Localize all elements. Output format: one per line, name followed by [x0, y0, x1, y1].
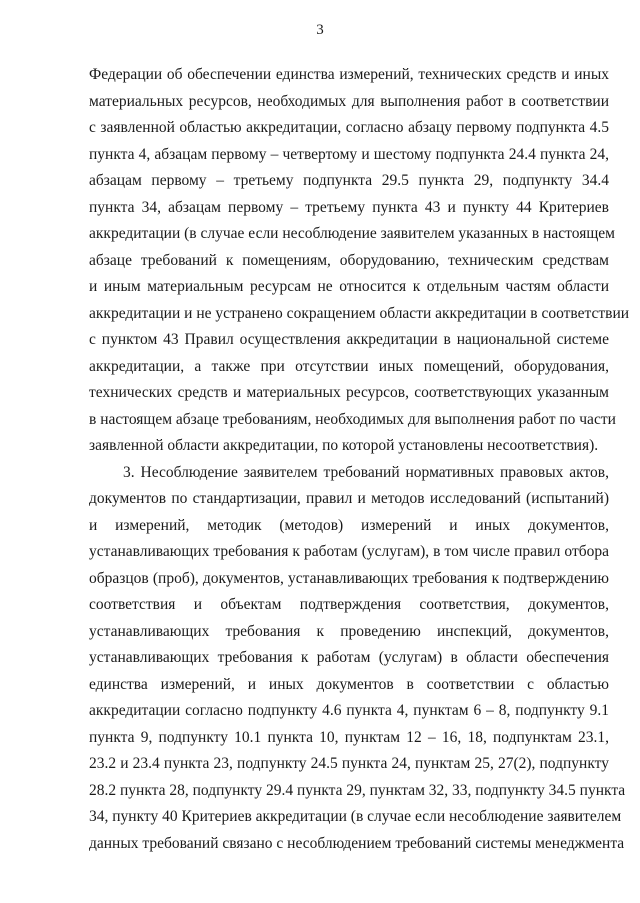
text-line: соответствия и объектам подтверждения соответствия, документов, — [89, 596, 609, 613]
text-line: документов по стандартизации, правил и методов исследований (испытаний) — [89, 490, 609, 507]
text-line-paragraph-end: заявленной области аккредитации, по которой установлены несоответствия). — [89, 437, 599, 454]
text-line: данных требований связано с несоблюдением требований системы менеджмента — [89, 834, 625, 852]
text-line: образцов (проб), документов, устанавливающих требования к подтверждению — [89, 569, 609, 587]
text-line: аккредитации (в случае если несоблюдение заявителем указанных в настоящем — [89, 225, 615, 242]
text-line: Федерации об обеспечении единства измерений, технических средств и иных — [89, 66, 609, 83]
text-line: с пунктом 43 Правил осуществления аккредитации в национальной системе — [89, 331, 609, 348]
text-line: аккредитации и не устранено сокращением области аккредитации в соответствии — [89, 304, 630, 322]
text-line: аккредитации, а также при отсутствии иных помещений, оборудования, — [89, 357, 609, 375]
text-line: пункта 34, абзацам первому – третьему пункта 43 и пункту 44 Критериев — [89, 198, 609, 216]
text-line: 23.2 и 23.4 пункта 23, подпункту 24.5 пункта 24, пунктам 25, 27(2), подпункту — [89, 755, 609, 772]
text-line: и измерений, методик (методов) измерений и иных документов, — [89, 516, 609, 534]
body-text — [89, 62, 630, 857]
text-line: с заявленной областью аккредитации, согласно абзацу первому подпункта 4.5 — [89, 119, 609, 136]
text-line: абзацам первому – третьему подпункта 29.5 пункта 29, подпункту 34.4 — [89, 172, 609, 189]
text-line: единства измерений, и иных документов в соответствии с областью — [89, 675, 609, 693]
text-line: и иным материальным ресурсам не относится к отдельным частям области — [89, 278, 609, 295]
page-number: 3 — [316, 22, 324, 38]
text-line: материальных ресурсов, необходимых для выполнения работ в соответствии — [89, 92, 609, 110]
text-line: пункта 9, подпункту 10.1 пункта 10, пунктам 12 – 16, 18, подпунктам 23.1, — [89, 728, 609, 746]
text-line: устанавливающих требования к работам (услугам) в области обеспечения — [89, 649, 609, 666]
text-line: 28.2 пункта 28, подпункту 29.4 пункта 29, пунктам 32, 33, подпункту 34.5 пункта — [89, 781, 626, 799]
text-line: 34, пункту 40 Критериев аккредитации (в случае если несоблюдение заявителем — [89, 808, 622, 825]
text-line: аккредитации согласно подпункту 4.6 пункта 4, пунктам 6 – 8, подпункту 9.1 — [89, 702, 609, 719]
text-line-paragraph-start: 3. Несоблюдение заявителем требований нормативных правовых актов, — [123, 463, 609, 481]
text-line: пункта 4, абзацам первому – четвертому и шестому подпункта 24.4 пункта 24, — [89, 145, 609, 163]
text-line: технических средств и материальных ресурсов, соответствующих указанным — [89, 384, 609, 401]
text-line: в настоящем абзаце требованиям, необходимых для выполнения работ по части — [89, 410, 616, 428]
text-line: абзаце требований к помещениям, оборудованию, техническим средствам — [89, 251, 609, 269]
text-line: устанавливающих требования к проведению инспекций, документов, — [89, 622, 609, 640]
text-line: устанавливающих требования к работам (услугам), в том числе правил отбора — [89, 543, 609, 560]
